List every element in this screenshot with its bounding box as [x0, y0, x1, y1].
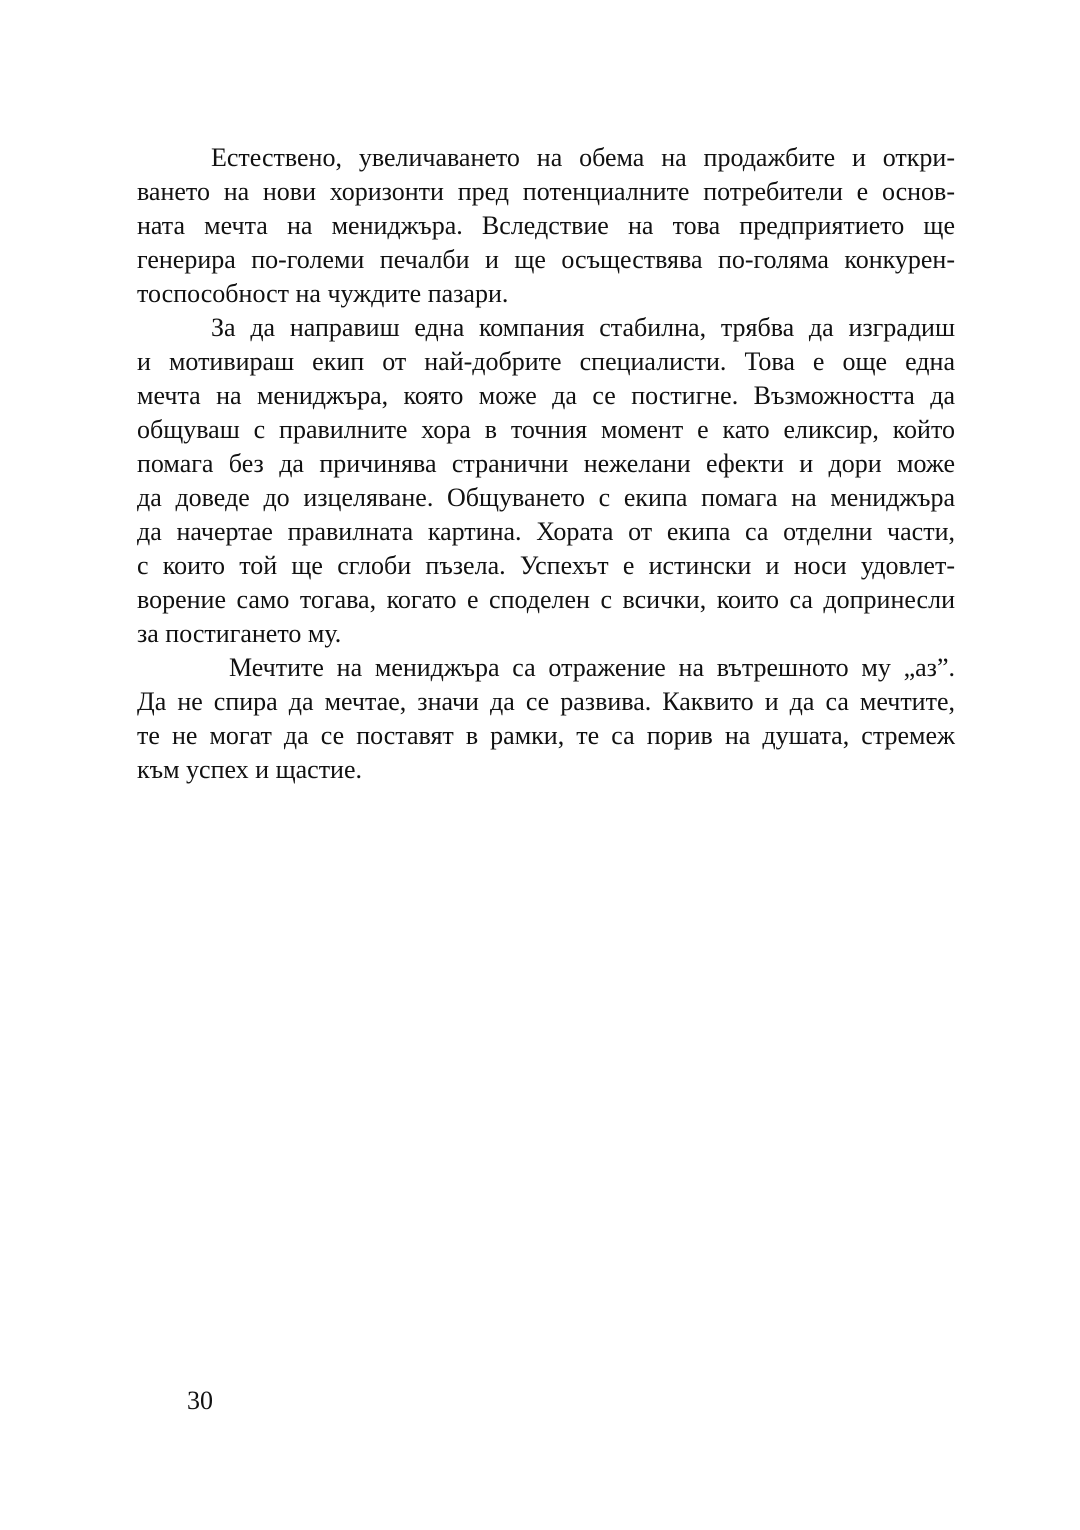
- text-line: да начертае правилната картина. Хората от екипа са отделни части,: [137, 517, 955, 546]
- text-line: Естествено, увеличаването на обема на продажбите и откри-: [211, 143, 955, 172]
- text-line: ворение само тогава, когато е споделен с всички, които са допринесли: [137, 585, 955, 614]
- text-line: общуваш с правилните хора в точния момент е като еликсир, който: [137, 415, 955, 444]
- text-line: за постигането му.: [137, 619, 342, 648]
- text-line: с които той ще сглоби пъзела. Успехът е истински и носи удовлет-: [137, 551, 955, 580]
- text-line: генерира по-големи печалби и ще осъществява по-голяма конкурен-: [137, 245, 955, 274]
- text-line: За да направиш една компания стабилна, трябва да изградиш: [211, 313, 955, 342]
- text-line: Да не спира да мечтае, значи да се развива. Каквито и да са мечтите,: [137, 687, 955, 716]
- text-line: тоспособност на чуждите пазари.: [137, 279, 509, 308]
- text-line: ната мечта на мениджъра. Вследствие на това предприятието ще: [137, 211, 955, 240]
- text-line: те не могат да се поставят в рамки, те са порив на душата, стремеж: [137, 721, 955, 750]
- text-line: помага без да причинява странични нежелани ефекти и дори може: [137, 449, 955, 478]
- paragraph-3: [137, 651, 955, 787]
- text-line: и мотивираш екип от най-добрите специалисти. Това е още една: [137, 347, 955, 376]
- paragraph-1: [137, 141, 955, 311]
- body-text: [137, 141, 955, 787]
- paragraph-2: [137, 311, 955, 651]
- text-line: към успех и щастие.: [137, 755, 363, 784]
- text-line: ването на нови хоризонти пред потенциалните потребители е основ-: [137, 177, 955, 206]
- text-line: Мечтите на мениджъра са отражение на вътрешното му „аз”.: [229, 653, 955, 682]
- text-line: мечта на мениджъра, която може да се постигне. Възможността да: [137, 381, 955, 410]
- text-line: да доведе до изцеляване. Общуването с екипа помага на мениджъра: [137, 483, 955, 512]
- page-number: 30: [187, 1386, 213, 1415]
